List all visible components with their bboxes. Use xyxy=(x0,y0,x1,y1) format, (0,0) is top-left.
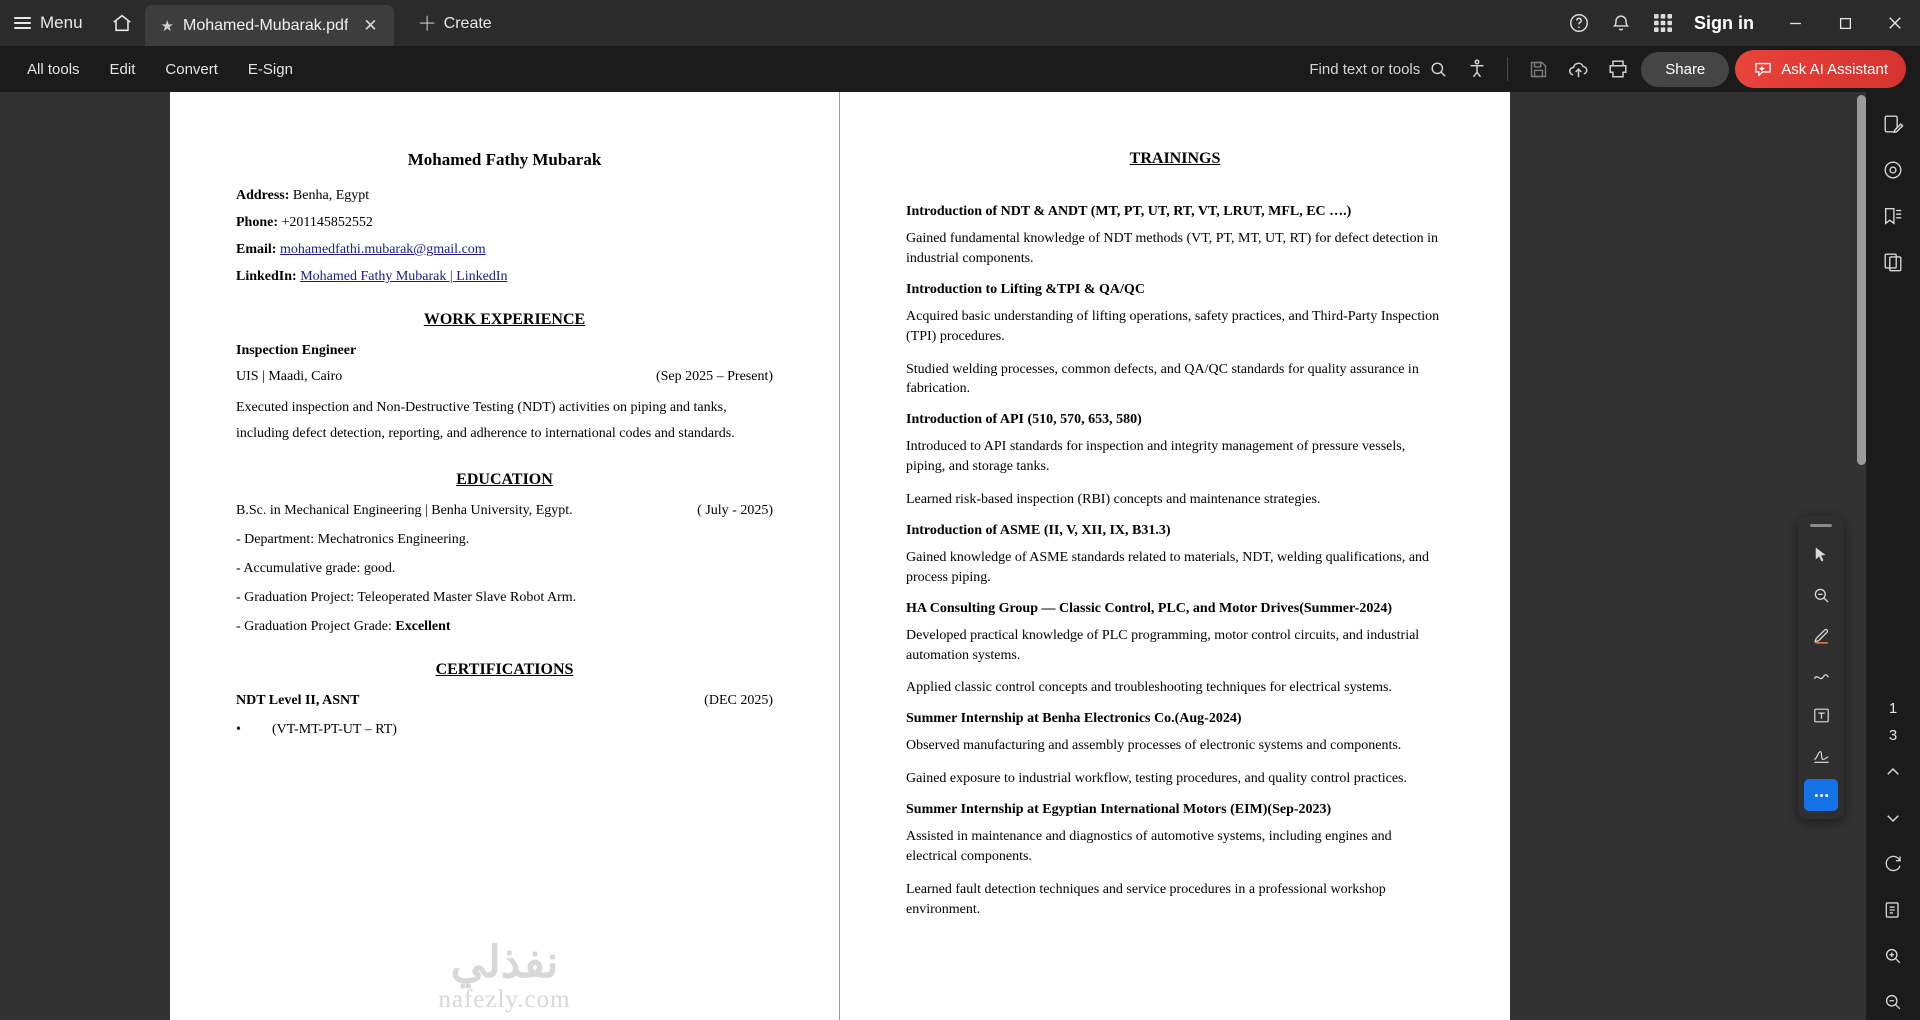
training-paragraph: Learned risk-based inspection (RBI) concepts and maintenance strategies. xyxy=(906,492,1321,507)
help-icon[interactable] xyxy=(1560,0,1598,46)
phone-label: Phone: xyxy=(236,215,278,230)
email-link[interactable]: mohamedfathi.mubarak@gmail.com xyxy=(279,242,486,257)
certification-bullet-text: (VT-MT-PT-UT – RT) xyxy=(272,721,397,737)
training-paragraph: Assisted in maintenance and diagnostics of automotive systems, including engines and electrical components. xyxy=(906,829,1392,864)
linkedin-label: LinkedIn: xyxy=(236,269,297,284)
find-input[interactable] xyxy=(1303,55,1454,84)
document-scrollbar[interactable] xyxy=(1857,92,1866,1020)
phone-value: +201145852552 xyxy=(281,215,373,230)
menu-label: Menu xyxy=(40,13,83,32)
scrollbar-thumb[interactable] xyxy=(1857,95,1866,465)
hamburger-icon xyxy=(14,17,31,29)
training-paragraph: Gained exposure to industrial workflow, testing procedures, and quality control practices. xyxy=(906,771,1408,787)
resume-name: Mohamed Fathy Mubarak xyxy=(407,150,602,169)
training-paragraph: Acquired basic understanding of lifting operations, safety practices, and Third-Party Inspection (TPI) procedures. xyxy=(906,308,1440,344)
contact-address xyxy=(236,188,773,204)
add-text-box-icon[interactable] xyxy=(1804,699,1838,731)
certification-row xyxy=(236,693,773,709)
sign-in-button[interactable]: Sign in xyxy=(1694,12,1754,33)
tab-esign[interactable]: E-Sign xyxy=(247,60,293,78)
apps-grid-icon[interactable] xyxy=(1644,0,1682,46)
close-tab-icon[interactable]: ✕ xyxy=(363,15,378,35)
ai-assistant-rail-icon[interactable] xyxy=(1875,152,1911,188)
tab-convert[interactable]: Convert xyxy=(165,60,218,78)
menu-button[interactable] xyxy=(0,0,99,46)
tab-all-tools[interactable]: All tools xyxy=(27,60,80,78)
ai-label: Ask AI Assistant xyxy=(1781,60,1888,78)
more-tools-icon[interactable] xyxy=(1804,779,1838,811)
save-icon[interactable] xyxy=(1521,52,1555,86)
education-grade: - Accumulative grade: good. xyxy=(236,560,396,576)
tab-title: Mohamed-Mubarak.pdf xyxy=(182,16,349,34)
next-page-icon[interactable] xyxy=(1875,800,1911,836)
watermark-latin: nafezly.com xyxy=(438,986,571,1013)
bullet-icon: • xyxy=(236,721,241,737)
contact-phone xyxy=(236,215,773,231)
current-page-number[interactable]: 1 xyxy=(1888,700,1898,717)
address-label: Address: xyxy=(236,188,290,203)
bookmarks-icon[interactable] xyxy=(1875,198,1911,234)
add-comment-icon[interactable] xyxy=(1804,579,1838,611)
main-toolbar xyxy=(0,46,1920,92)
signature-icon[interactable] xyxy=(1804,739,1838,771)
upload-cloud-icon[interactable] xyxy=(1561,52,1595,86)
training-title: HA Consulting Group — Classic Control, PLC, and Motor Drives(Summer-2024) xyxy=(906,600,1392,616)
work-desc-line-1: Executed inspection and Non-Destructive Testing (NDT) activities on piping and tanks, xyxy=(236,400,727,415)
tab-edit[interactable]: Edit xyxy=(109,60,136,78)
ask-ai-assistant-button[interactable] xyxy=(1735,50,1906,88)
fit-page-icon[interactable] xyxy=(1875,892,1911,928)
home-icon xyxy=(111,12,133,34)
close-window-button[interactable] xyxy=(1872,0,1918,46)
accessibility-icon[interactable] xyxy=(1460,52,1494,86)
title-bar xyxy=(0,0,1920,46)
education-degree: B.Sc. in Mechanical Engineering | Benha University, Egypt. xyxy=(236,502,573,518)
training-paragraph: Gained knowledge of ASME standards related to materials, NDT, welding qualifications, and process piping. xyxy=(906,549,1430,585)
total-page-count[interactable]: 3 xyxy=(1888,727,1898,744)
certification-date: (DEC 2025) xyxy=(704,692,773,708)
training-title: Summer Internship at Egyptian International Motors (EIM)(Sep-2023) xyxy=(906,802,1332,817)
select-cursor-icon[interactable] xyxy=(1804,539,1838,571)
home-button[interactable] xyxy=(99,0,145,46)
edit-pdf-icon[interactable] xyxy=(1875,106,1911,142)
training-title: Introduction of ASME (II, V, XII, IX, B31.3) xyxy=(906,522,1171,538)
pages-container xyxy=(170,92,1510,1020)
work-job-title: Inspection Engineer xyxy=(236,343,357,358)
work-employer: UIS | Maadi, Cairo xyxy=(236,369,343,384)
training-paragraph: Observed manufacturing and assembly processes of electronic systems and components. xyxy=(906,738,1402,754)
zoom-out-icon[interactable] xyxy=(1875,984,1911,1020)
linkedin-link[interactable]: Mohamed Fathy Mubarak | LinkedIn xyxy=(300,269,508,284)
education-project-grade xyxy=(236,619,773,635)
minimize-window-button[interactable] xyxy=(1772,0,1818,46)
training-paragraph: Gained fundamental knowledge of NDT methods (VT, PT, MT, UT, RT) for defect detection in industrial components. xyxy=(906,231,1439,266)
draw-freehand-icon[interactable] xyxy=(1804,659,1838,691)
certification-title: NDT Level II, ASNT xyxy=(236,692,360,708)
page-2 xyxy=(840,92,1510,1020)
education-department: - Department: Mechatronics Engineering. xyxy=(236,531,470,547)
training-paragraph: Applied classic control concepts and troubleshooting techniques for electrical systems. xyxy=(906,680,1392,696)
search-icon[interactable] xyxy=(1429,60,1448,79)
training-title: Summer Internship at Benha Electronics Co.(Aug-2024) xyxy=(906,711,1242,727)
zoom-in-icon[interactable] xyxy=(1875,938,1911,974)
certification-bullet xyxy=(236,722,773,738)
palette-drag-handle[interactable] xyxy=(1810,524,1832,527)
education-degree-row xyxy=(236,503,773,519)
watermark xyxy=(170,937,839,1014)
education-heading: EDUCATION xyxy=(456,470,553,488)
contact-email xyxy=(236,242,773,258)
find-placeholder: Find text or tools xyxy=(1309,60,1421,78)
share-button[interactable]: Share xyxy=(1641,52,1729,87)
education-project: - Graduation Project: Teleoperated Master Slave Robot Arm. xyxy=(236,589,577,605)
watermark-arabic: نفذلي xyxy=(450,937,559,987)
education-project-grade-label: - Graduation Project Grade: xyxy=(236,618,396,634)
rotate-page-icon[interactable] xyxy=(1875,846,1911,882)
titlebar-right-group xyxy=(1560,0,1920,46)
work-desc-line-2: including defect detection, reporting, and adherence to international codes and standards. xyxy=(236,426,735,442)
highlight-pen-icon[interactable] xyxy=(1804,619,1838,651)
education-project-grade-value: Excellent xyxy=(395,618,451,634)
training-paragraph: Developed practical knowledge of PLC programming, motor control circuits, and industrial automation systems. xyxy=(906,627,1420,663)
floating-tool-palette[interactable] xyxy=(1798,516,1844,819)
create-label: Create xyxy=(443,15,492,32)
document-tab[interactable] xyxy=(145,5,394,46)
previous-page-icon[interactable] xyxy=(1875,754,1911,790)
education-date: ( July - 2025) xyxy=(697,502,773,518)
page-1 xyxy=(170,92,840,1020)
training-title: Introduction of NDT & ANDT (MT, PT, UT, RT, VT, LRUT, MFL, EC ….) xyxy=(906,204,1352,219)
star-icon[interactable]: ★ xyxy=(160,17,174,35)
email-label: Email: xyxy=(236,242,277,257)
work-experience-heading: WORK EXPERIENCE xyxy=(423,311,586,328)
ai-sparkle-icon xyxy=(1753,59,1773,79)
toolbar-divider xyxy=(1507,57,1508,81)
address-value: Benha, Egypt xyxy=(292,188,370,203)
right-rail xyxy=(1866,92,1920,1020)
training-paragraph: Introduced to API standards for inspection and integrity management of pressure vessels, piping, and storage tanks. xyxy=(906,439,1406,475)
trainings-heading: TRAININGS xyxy=(1129,150,1221,167)
print-icon[interactable] xyxy=(1601,52,1635,86)
training-paragraph: Studied welding processes, common defects, and QA/QC standards for quality assurance in fabrication. xyxy=(906,361,1419,397)
training-paragraph: Learned fault detection techniques and service procedures in a professional workshop environment. xyxy=(906,881,1386,917)
notifications-bell-icon[interactable] xyxy=(1602,0,1640,46)
work-dates: (Sep 2025 – Present) xyxy=(655,369,773,384)
maximize-window-button[interactable] xyxy=(1822,0,1868,46)
certifications-heading: CERTIFICATIONS xyxy=(435,660,574,678)
work-employer-row xyxy=(236,369,773,385)
toolbar-right-group xyxy=(1303,50,1906,88)
contact-linkedin xyxy=(236,269,773,285)
create-button[interactable] xyxy=(404,8,506,40)
training-title: Introduction to Lifting &TPI & QA/QC xyxy=(906,281,1145,297)
plus-icon: ＋ xyxy=(417,13,437,35)
page-thumbnails-icon[interactable] xyxy=(1875,244,1911,280)
document-viewport[interactable] xyxy=(0,92,1920,1020)
training-title: Introduction of API (510, 570, 653, 580) xyxy=(906,412,1142,428)
